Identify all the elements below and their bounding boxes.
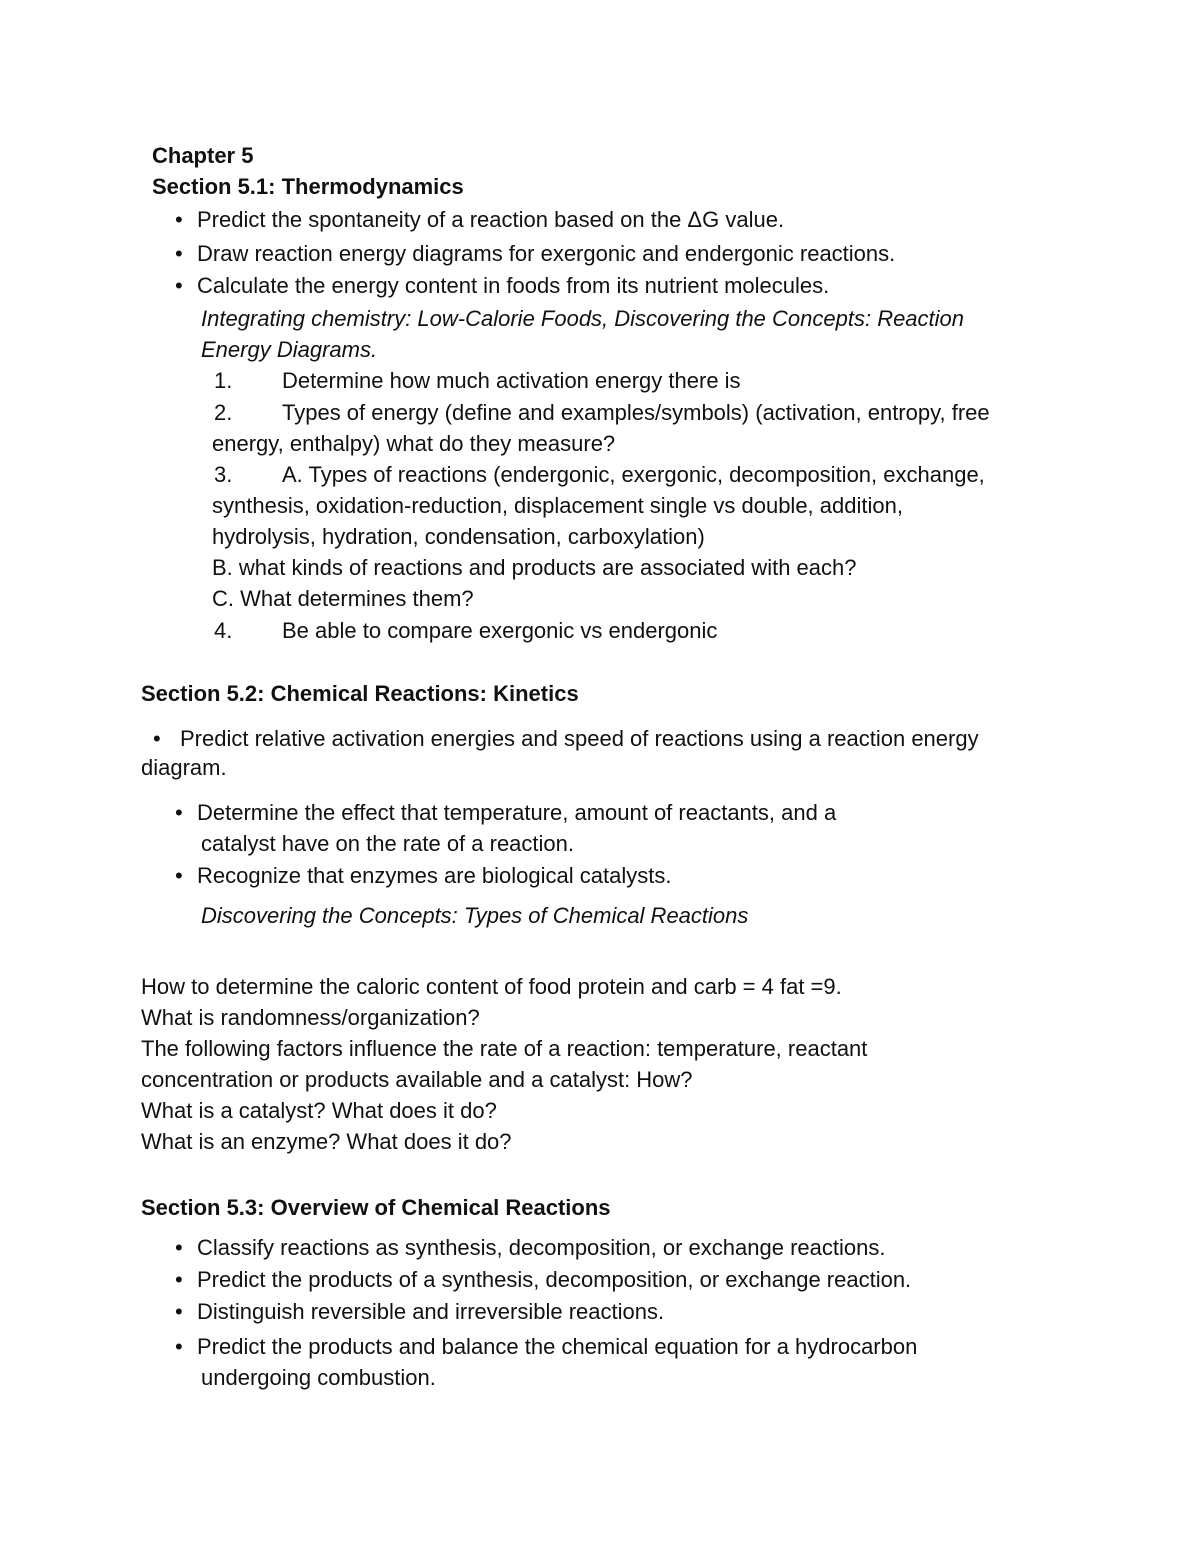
list-item-3-text: A. Types of reactions (endergonic, exergonic, decomposition, exchange,	[282, 462, 985, 487]
s2-bullet-2-cont: catalyst have on the rate of a reaction.	[201, 831, 575, 856]
s2-bullet-1: Predict relative activation energies and speed of reactions using a reaction energy	[180, 726, 979, 751]
s3-bullet-4-cont: undergoing combustion.	[201, 1365, 436, 1390]
s2-bullet-1-cont: diagram.	[141, 755, 227, 780]
section-5-2-heading: Section 5.2: Chemical Reactions: Kinetics	[141, 681, 579, 706]
s3-bullet-2: Predict the products of a synthesis, decomposition, or exchange reaction.	[197, 1267, 912, 1292]
list-number-1: 1.	[214, 368, 233, 393]
s2-bullet-3: Recognize that enzymes are biological catalysts.	[197, 863, 672, 888]
question-caloric-content: How to determine the caloric content of food protein and carb = 4 fat =9.	[141, 974, 842, 999]
bullet: •	[153, 726, 161, 751]
question-rate-factors-cont: concentration or products available and a catalyst: How?	[141, 1067, 693, 1092]
list-item-2-cont: energy, enthalpy) what do they measure?	[212, 431, 616, 456]
bullet: •	[175, 1299, 183, 1324]
s1-bullet-3: Calculate the energy content in foods from its nutrient molecules.	[197, 273, 830, 298]
bullet: •	[175, 1267, 183, 1292]
list-item-1-text: Determine how much activation energy there is	[282, 368, 741, 393]
list-item-3-sub-b: B. what kinds of reactions and products are associated with each?	[212, 555, 857, 580]
list-number-3: 3.	[214, 462, 233, 487]
list-item-3-sub-c: C. What determines them?	[212, 586, 474, 611]
list-number-4: 4.	[214, 618, 233, 643]
question-rate-factors: The following factors influence the rate of a reaction: temperature, reactant	[141, 1036, 868, 1061]
bullet: •	[175, 241, 183, 266]
question-randomness: What is randomness/organization?	[141, 1005, 480, 1030]
question-enzyme: What is an enzyme? What does it do?	[141, 1129, 512, 1154]
list-item-4-text: Be able to compare exergonic vs endergonic	[282, 618, 718, 643]
s3-bullet-3: Distinguish reversible and irreversible reactions.	[197, 1299, 665, 1324]
bullet: •	[175, 273, 183, 298]
bullet: •	[175, 1334, 183, 1359]
list-number-2: 2.	[214, 400, 233, 425]
s2-reference: Discovering the Concepts: Types of Chemical Reactions	[201, 903, 749, 928]
bullet: •	[175, 800, 183, 825]
list-item-3-cont-1: synthesis, oxidation-reduction, displacement single vs double, addition,	[212, 493, 903, 518]
bullet: •	[175, 207, 183, 232]
chapter-title: Chapter 5	[152, 143, 254, 168]
list-item-3-cont-2: hydrolysis, hydration, condensation, carboxylation)	[212, 524, 705, 549]
s1-reference-line-2: Energy Diagrams.	[201, 337, 378, 362]
s1-bullet-1: Predict the spontaneity of a reaction based on the ΔG value.	[197, 207, 785, 232]
s2-bullet-2: Determine the effect that temperature, amount of reactants, and a	[197, 800, 837, 825]
bullet: •	[175, 1235, 183, 1260]
s1-bullet-2: Draw reaction energy diagrams for exergonic and endergonic reactions.	[197, 241, 896, 266]
question-catalyst: What is a catalyst? What does it do?	[141, 1098, 497, 1123]
list-item-2-text: Types of energy (define and examples/symbols) (activation, entropy, free	[282, 400, 990, 425]
s1-reference-line-1: Integrating chemistry: Low-Calorie Foods, Discovering the Concepts: Reaction	[201, 306, 965, 331]
section-5-1-heading: Section 5.1: Thermodynamics	[152, 174, 464, 199]
bullet: •	[175, 863, 183, 888]
s3-bullet-4: Predict the products and balance the chemical equation for a hydrocarbon	[197, 1334, 918, 1359]
section-5-3-heading: Section 5.3: Overview of Chemical Reactions	[141, 1195, 611, 1220]
s3-bullet-1: Classify reactions as synthesis, decomposition, or exchange reactions.	[197, 1235, 886, 1260]
